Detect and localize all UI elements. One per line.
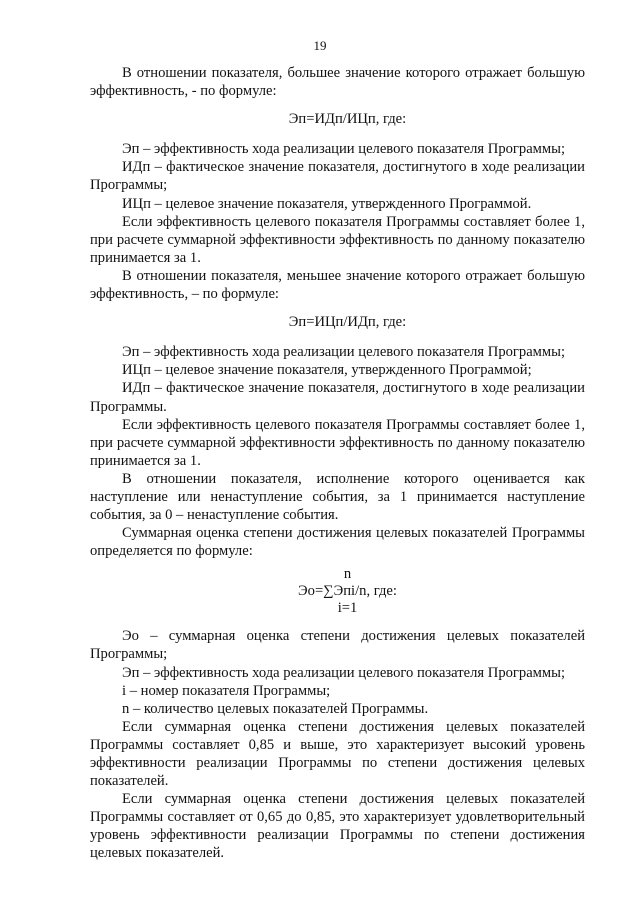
paragraph: Если эффективность целевого показателя Программы составляет более 1, при расчете суммарной эффективности эффективность по данному показателю принимается за 1. (90, 213, 585, 266)
paragraph: Эп – эффективность хода реализации целевого показателя Программы; (122, 344, 566, 361)
paragraph: Эп – эффективность хода реализации целевого показателя Программы; (122, 664, 566, 681)
formula: Эп=ИДп/ИЦп, где: (288, 111, 407, 128)
paragraph: В отношении показателя, большее значение которого отражает большую эффективность, - по формуле: (90, 65, 585, 100)
paragraph: ИДп – фактическое значение показателя, достигнутого в ходе реализации Программы. (90, 380, 585, 415)
summation-formula (90, 566, 585, 617)
paragraph: Если суммарная оценка степени достижения целевых показателей Программы составляет от 0,65 до 0,85, это характеризует удовлетворительный уровень эффективности реализации Программы по степени достижения целевых показателей. (90, 791, 585, 862)
formula: Эп=ИЦп/ИДп, где: (288, 314, 407, 331)
paragraph: Суммарная оценка степени достижения целевых показателей Программы определяется по формуле: (90, 525, 585, 560)
paragraph: i – номер показателя Программы; (122, 682, 331, 699)
page-number: 19 (313, 38, 327, 53)
paragraph: ИДп – фактическое значение показателя, достигнутого в ходе реализации Программы; (90, 159, 585, 194)
paragraph: n – количество целевых показателей Программы. (122, 700, 429, 717)
document-body (90, 64, 585, 863)
summation-bottom: i=1 (337, 600, 358, 617)
paragraph: ИЦп – целевое значение показателя, утвержденного Программой; (122, 362, 532, 379)
paragraph: В отношении показателя, исполнение которого оценивается как наступление или ненаступление события, за 1 принимается наступление события, за 0 – ненаступление события. (90, 470, 585, 524)
paragraph: Если эффективность целевого показателя Программы составляет более 1, при расчете суммарной эффективности эффективность по данному показателю принимается за 1. (90, 416, 585, 469)
paragraph: Эо – суммарная оценка степени достижения целевых показателей Программы; (90, 628, 585, 663)
paragraph: Эп – эффективность хода реализации целевого показателя Программы; (122, 141, 566, 158)
summation-middle: Эо=∑Эпi/n, где: (298, 583, 397, 600)
summation-top: n (343, 566, 352, 583)
paragraph: В отношении показателя, меньшее значение которого отражает большую эффективность, – по формуле: (90, 267, 585, 303)
paragraph: ИЦп – целевое значение показателя, утвержденного Программой. (122, 195, 532, 212)
paragraph: Если суммарная оценка степени достижения целевых показателей Программы составляет 0,85 и выше, это характеризует высокий уровень эффективности реализации Программы по степени достижения целевых показателей. (90, 718, 585, 790)
